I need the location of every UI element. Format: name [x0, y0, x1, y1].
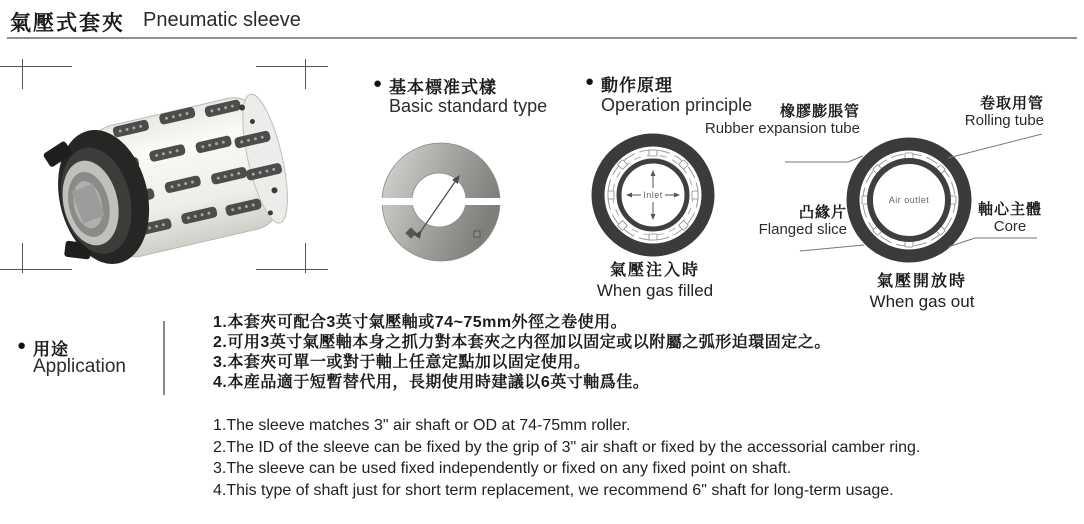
page-title-en: Pneumatic sleeve — [143, 9, 301, 31]
callout-flanged-en: Flanged slice — [758, 221, 847, 239]
gas-out-caption-zh: 氣壓開放時 — [876, 273, 967, 290]
callout-rubber-en: Rubber expansion tube — [704, 120, 860, 138]
callout-rolling-en: Rolling tube — [964, 112, 1044, 130]
callout-flanged-zh: 凸緣片 — [798, 204, 847, 221]
split-ring-diagram — [375, 136, 507, 268]
basic-section-heading-en: Basic standard type — [389, 96, 548, 116]
callout-rubber-expansion-tube — [705, 103, 860, 138]
air-outlet-label: Air outlet — [888, 195, 930, 205]
gas-filled-caption-en: When gas filled — [596, 280, 714, 300]
title-underline — [7, 37, 1077, 39]
operation-section-heading-zh: 動作原理 — [601, 76, 673, 95]
callout-rolling-tube — [965, 95, 1044, 130]
note-zh-2: 2.可用3英寸氣壓軸本身之抓力對本套夾之内徑加以固定或以附屬之弧形迫環固定之。 — [213, 334, 831, 351]
note-en-1: 1.The sleeve matches 3" air shaft or OD at 74-75mm roller. — [213, 417, 631, 434]
callout-rubber-zh: 橡膠膨脹管 — [779, 103, 860, 120]
notes-zh — [213, 313, 831, 393]
note-en-2: 2.The ID of the sleeve can be fixed by the grip of 3" air shaft or fixed by the accessorial camber ring. — [213, 438, 921, 456]
gas-out-caption-en: When gas out — [869, 291, 975, 311]
note-zh-3: 3.本套夾可單一或對于軸上任意定點加以固定使用。 — [213, 354, 591, 371]
note-en-4: 4.This type of shaft just for short term replacement, we recommend 6" shaft for long-term usage. — [213, 481, 894, 499]
basic-section-heading-zh: 基本標准式樣 — [389, 78, 497, 97]
ring-slot — [465, 198, 505, 205]
gas-out-caption — [832, 273, 1012, 311]
pneumatic-sleeve-photo — [14, 63, 314, 298]
callout-rolling-zh: 卷取用管 — [979, 95, 1044, 112]
note-zh-1: 1.本套夾可配合3英寸氣壓軸或74~75mm外徑之卷使用。 — [213, 314, 628, 331]
gas-filled-caption-zh: 氣壓注入時 — [609, 262, 700, 279]
page-title-zh: 氣壓式套夾 — [10, 12, 125, 35]
gas-filled-caption — [565, 262, 745, 300]
inlet-label: Inlet — [643, 190, 663, 200]
square-mark-icon — [474, 231, 480, 237]
ring-slot — [377, 198, 417, 205]
application-heading-en: Application — [33, 356, 126, 377]
gas-out-diagram — [845, 137, 975, 267]
application-heading-zh: 用途 — [33, 340, 69, 359]
application-divider — [163, 321, 165, 395]
callout-core — [978, 201, 1042, 236]
operation-section-heading-en: Operation principle — [601, 95, 753, 115]
gas-filled-diagram — [588, 130, 718, 260]
product-photo-frame — [0, 55, 330, 305]
bullet-icon: ● — [17, 337, 27, 354]
notes-en — [213, 415, 920, 501]
bullet-icon: ● — [585, 73, 595, 90]
sleeve-cylinder — [38, 90, 298, 275]
callout-flanged-slice — [759, 204, 847, 239]
callout-core-en: Core — [993, 218, 1027, 236]
note-en-3: 3.The sleeve can be used fixed independently or fixed on any fixed point on shaft. — [213, 460, 792, 477]
note-zh-4: 4.本産品適于短暫替代用，長期使用時建議以6英寸軸爲佳。 — [213, 374, 650, 391]
callout-core-zh: 軸心主體 — [977, 201, 1042, 218]
bullet-icon: ● — [373, 75, 383, 92]
